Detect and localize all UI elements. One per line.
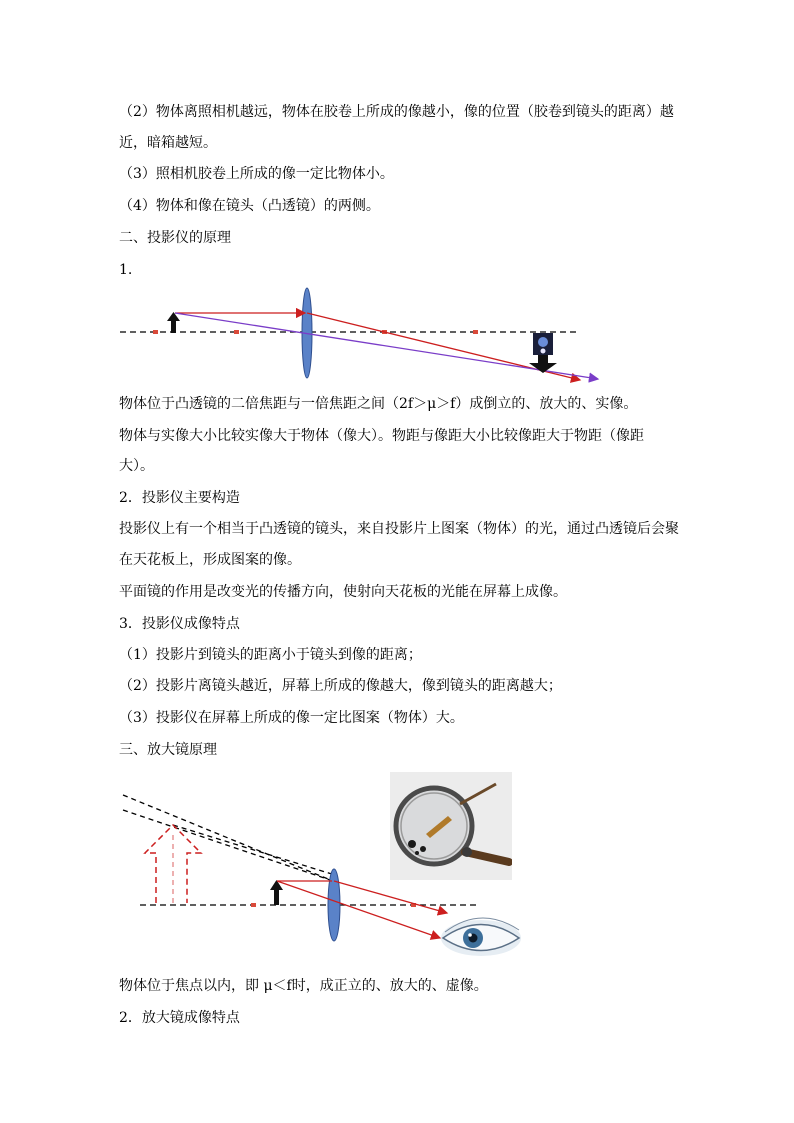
projector-structure-line2: 在天花板上，形成图案的像。 — [119, 552, 301, 568]
projector-structure-line1: 投影仪上有一个相当于凸透镜的镜头，来自投影片上图案（物体）的光，通过凸透镜后会聚 — [119, 521, 679, 537]
magnifying-glass-icon — [390, 772, 512, 880]
camera-item-3: （3）照相机胶卷上所成的像一定比物体小。 — [119, 166, 394, 182]
magnifier-features-heading: 2．放大镜成像特点 — [119, 1010, 240, 1026]
projector-principle: 物体位于凸透镜的二倍焦距与一倍焦距之间（2f＞μ＞f）成倒立的、放大的、实像。 — [119, 396, 638, 412]
camera-item-4: （4）物体和像在镜头（凸透镜）的两侧。 — [119, 198, 380, 214]
object-arrow — [270, 880, 283, 905]
magnifier-principle: 物体位于焦点以内，即 μ＜f时，成正立的、放大的、虚像。 — [119, 978, 488, 994]
projector-feature-3: （3）投影仪在屏幕上所成的像一定比图案（物体）大。 — [119, 710, 464, 726]
camera-item-2-line2: 近，暗箱越短。 — [119, 135, 217, 151]
inverted-image-arrow — [529, 355, 557, 373]
virtual-ray-extension — [123, 795, 333, 881]
focal-point-marker — [251, 903, 256, 907]
focal-point-marker — [234, 330, 239, 334]
eye-icon — [441, 918, 521, 956]
projector-mirror-text: 平面镜的作用是改变光的传播方向，使射向天花板的光能在屏幕上成像。 — [119, 584, 567, 600]
projector-ray-diagram — [115, 283, 615, 388]
projector-features-heading: 3．投影仪成像特点 — [119, 616, 240, 632]
projector-compare-line2: 大）。 — [119, 458, 154, 474]
section-heading-projector: 二、投影仪的原理 — [119, 230, 231, 246]
section-heading-magnifier: 三、放大镜原理 — [119, 742, 217, 758]
projector-structure-heading: 2．投影仪主要构造 — [119, 490, 240, 506]
projector-compare-line1: 物体与实像大小比较实像大于物体（像大）。物距与像距大小比较像距大于物距（像距 — [119, 428, 644, 444]
convex-lens — [328, 869, 340, 941]
galaxy-picture-icon — [533, 333, 553, 355]
camera-item-2-line1: （2）物体离照相机越远，物体在胶卷上所成的像越小，像的位置（胶卷到镜头的距离）越 — [119, 104, 674, 120]
projector-feature-2: （2）投影片离镜头越近，屏幕上所成的像越大，像到镜头的距离越大； — [119, 678, 562, 694]
refracted-ray — [334, 881, 447, 913]
projector-sub1-label: 1. — [119, 262, 133, 278]
focal-point-marker — [473, 330, 478, 334]
virtual-ray-extension — [123, 810, 333, 881]
object-arrow — [167, 312, 180, 333]
focal-point-marker — [153, 330, 158, 334]
projector-feature-1: （1）投影片到镜头的距离小于镜头到像的距离； — [119, 647, 422, 663]
center-ray — [277, 881, 440, 938]
